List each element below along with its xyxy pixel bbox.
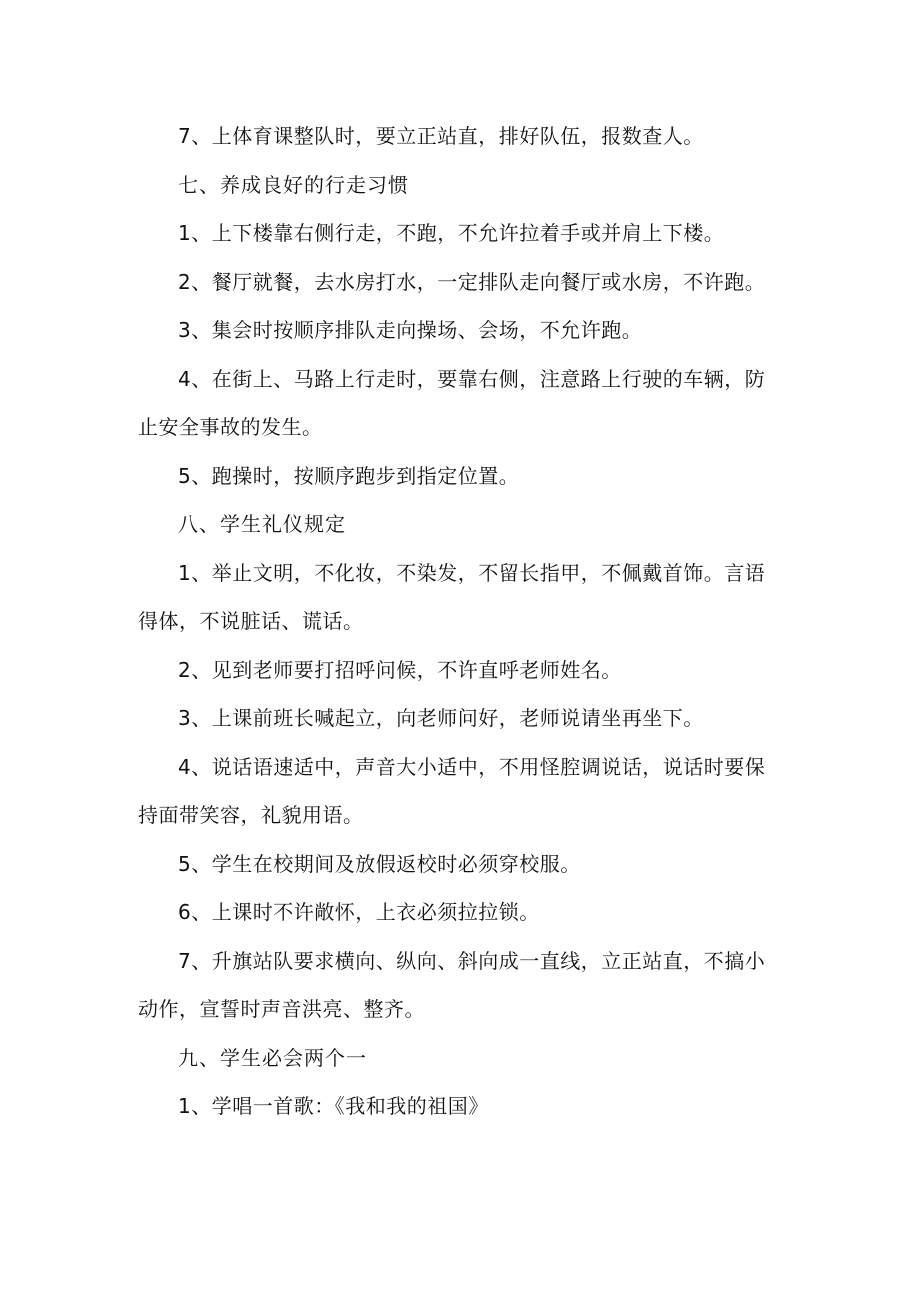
section-heading-walking-habits: 七、养成良好的行走习惯 [178, 172, 409, 197]
paragraph-item-7-flag: 7、升旗站队要求横向、纵向、斜向成一直线，立正站直，不搞小动作，宣誓时声音洪亮、整齐。 [138, 948, 766, 1021]
paragraph-item-4-street: 4、在街上、马路上行走时，要靠右侧，注意路上行驶的车辆，防止安全事故的发生。 [138, 366, 766, 439]
document-body [138, 112, 778, 1131]
paragraph-item-7-lineup: 7、上体育课整队时，要立正站直，排好队伍，报数查人。 [178, 124, 704, 148]
paragraph-item-6-zipper: 6、上课时不许敞怀，上衣必须拉拉锁。 [178, 900, 540, 924]
paragraph-item-5-running: 5、跑操时，按顺序跑步到指定位置。 [178, 463, 520, 488]
paragraph-item-4-speech: 4、说话语速适中，声音大小适中，不用怪腔调说话，说话时要保持面带笑容，礼貌用语。 [138, 754, 766, 827]
paragraph-item-2-dining: 2、餐厅就餐，去水房打水，一定排队走向餐厅或水房，不许跑。 [178, 269, 766, 294]
paragraph-item-3-assembly: 3、集会时按顺序排队走向操场、会场，不允许跑。 [178, 318, 643, 342]
paragraph-item-3-class-start: 3、上课前班长喊起立，向老师问好，老师说请坐再坐下。 [178, 706, 704, 730]
paragraph-item-5-uniform: 5、学生在校期间及放假返校时必须穿校服。 [178, 851, 581, 876]
paragraph-item-1-song: 1、学唱一首歌：《我和我的祖国》 [178, 1094, 489, 1118]
paragraph-item-1-manners: 1、举止文明，不化妆，不染发，不留长指甲，不佩戴首饰。言语得体，不说脏话、谎话。 [138, 560, 766, 633]
section-heading-etiquette: 八、学生礼仪规定 [178, 512, 346, 536]
paragraph-item-2-greeting: 2、见到老师要打招呼问候，不许直呼老师姓名。 [178, 657, 622, 682]
paragraph-item-1-stairs: 1、上下楼靠右侧行走，不跑，不允许拉着手或并肩上下楼。 [178, 221, 725, 245]
section-heading-two-musts: 九、学生必会两个一 [178, 1045, 367, 1070]
